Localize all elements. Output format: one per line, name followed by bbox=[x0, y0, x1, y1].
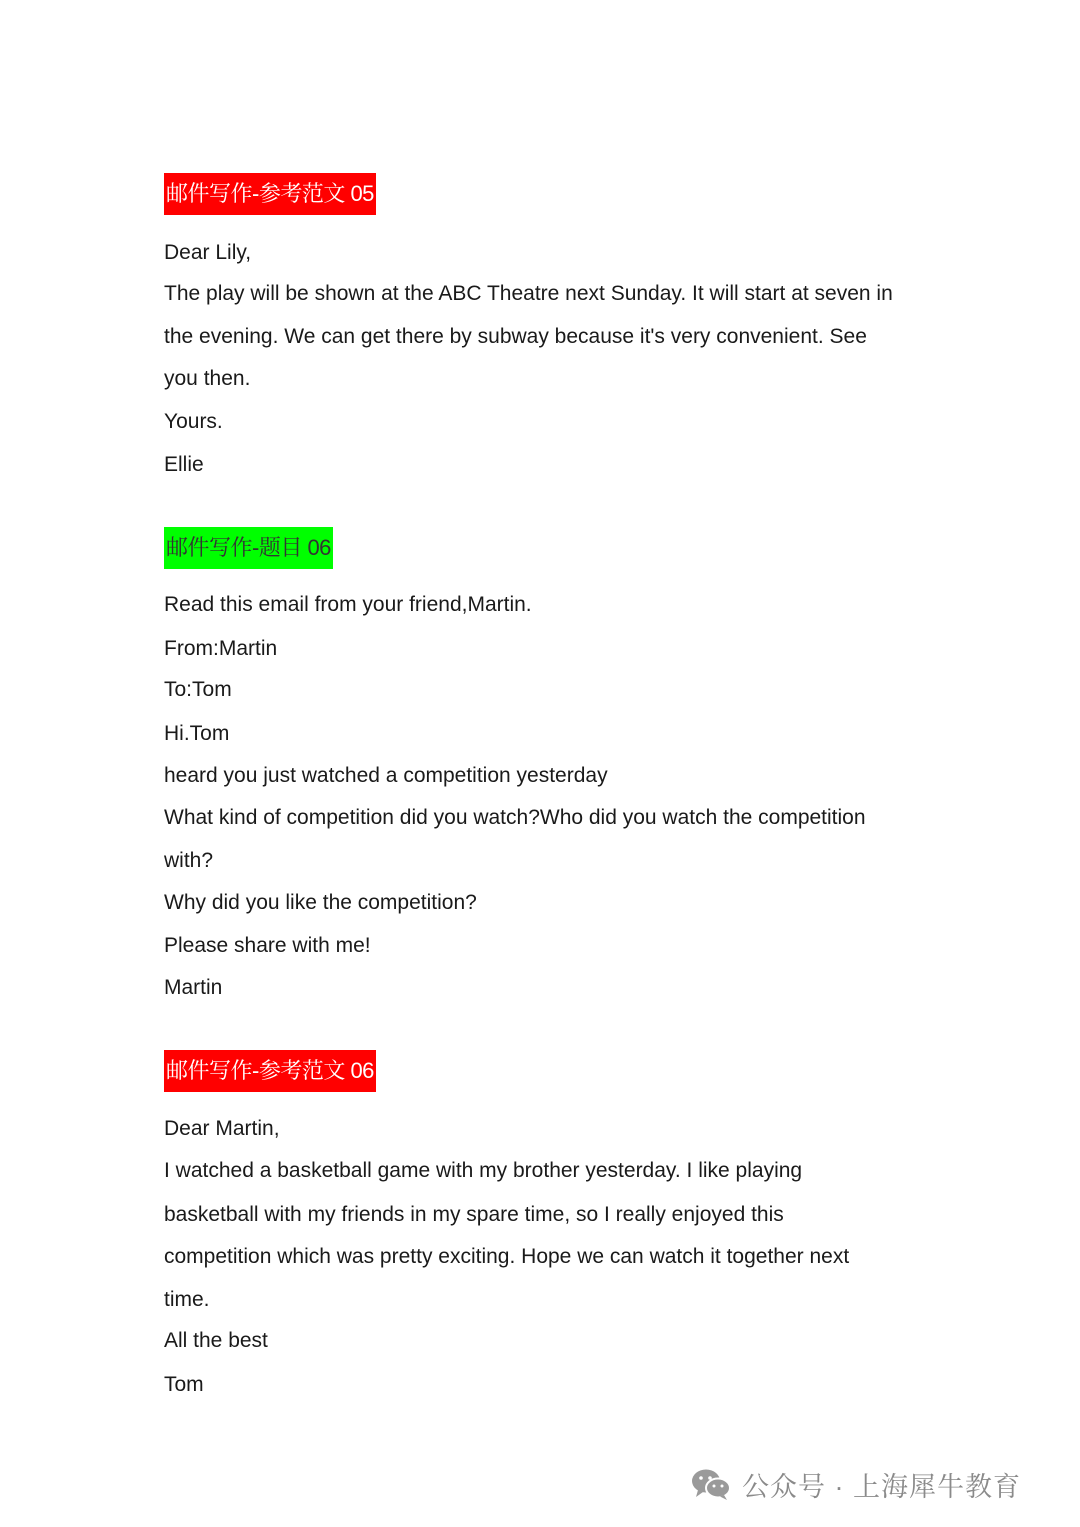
text-line: heard you just watched a competition yesterday bbox=[164, 764, 608, 787]
section-heading-sample-05: 邮件写作-参考范文 05 bbox=[164, 173, 376, 215]
text-line: Ellie bbox=[164, 453, 204, 476]
text-line: From:Martin bbox=[164, 637, 278, 660]
wechat-icon bbox=[690, 1467, 732, 1501]
text-line: I watched a basketball game with my brother yesterday. I like playing bbox=[164, 1159, 803, 1182]
section-heading-sample-06: 邮件写作-参考范文 06 bbox=[164, 1050, 376, 1092]
text-line: Why did you like the competition? bbox=[164, 891, 477, 914]
text-line: The play will be shown at the ABC Theatre next Sunday. It will start at seven in bbox=[164, 282, 893, 305]
text-line: Read this email from your friend,Martin. bbox=[164, 593, 532, 616]
text-line: you then. bbox=[164, 367, 251, 390]
watermark bbox=[690, 1462, 1021, 1506]
text-line: Dear Martin, bbox=[164, 1117, 280, 1140]
text-line: Tom bbox=[164, 1373, 204, 1396]
text-line: time. bbox=[164, 1288, 210, 1311]
text-line: basketball with my friends in my spare time, so I really enjoyed this bbox=[164, 1203, 784, 1226]
text-line: To:Tom bbox=[164, 678, 232, 701]
text-line: Yours. bbox=[164, 410, 223, 433]
text-line: All the best bbox=[164, 1329, 268, 1352]
text-line: What kind of competition did you watch?Who did you watch the competition bbox=[164, 806, 866, 829]
text-line: competition which was pretty exciting. Hope we can watch it together next bbox=[164, 1245, 850, 1268]
text-line: Hi.Tom bbox=[164, 722, 230, 745]
text-line: Please share with me! bbox=[164, 934, 371, 957]
text-line: Martin bbox=[164, 976, 223, 999]
text-line: the evening. We can get there by subway because it's very convenient. See bbox=[164, 325, 867, 348]
section-heading-question-06: 邮件写作-题目 06 bbox=[164, 527, 333, 569]
text-line: with? bbox=[164, 849, 214, 872]
text-line: Dear Lily, bbox=[164, 241, 252, 264]
watermark-text: 公众号 · 上海犀牛教育 bbox=[742, 1471, 1021, 1502]
